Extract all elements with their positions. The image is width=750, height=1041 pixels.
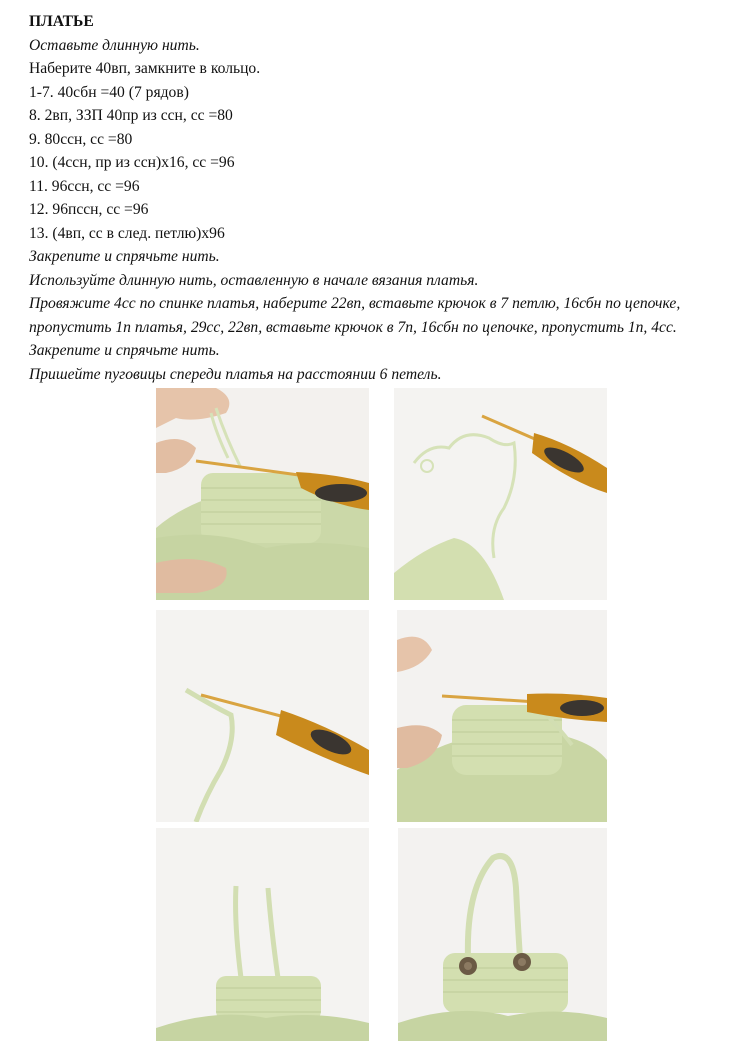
row-instruction: 11. 96ссн, сс =96 bbox=[29, 177, 140, 195]
photo-step-4-hook-on-bodice bbox=[397, 610, 607, 822]
instruction-line: пропустить 1п платья, 29сс, 22вп, вставьте крючок в 7п, 16сбн по цепочке, пропустить 1п, 4сс. bbox=[29, 318, 677, 336]
instruction-line: Пришейте пуговицы спереди платья на расстоянии 6 петель. bbox=[29, 365, 442, 383]
pattern-text bbox=[29, 10, 744, 386]
row-instruction: 13. (4вп, сс в след. петлю)х96 bbox=[29, 224, 225, 242]
row-instruction: 1-7. 40сбн =40 (7 рядов) bbox=[29, 83, 189, 101]
photo-step-5-dress-straps bbox=[156, 828, 369, 1041]
row-instruction: 12. 96пссн, сс =96 bbox=[29, 201, 149, 218]
section-heading: ПЛАТЬЕ bbox=[29, 13, 94, 30]
instruction-line: Провяжите 4сс по спинке платья, наберите 22вп, вставьте крючок в 7 петлю, 16сбн по цепочке, bbox=[29, 295, 681, 312]
photo-step-3-chain-strap bbox=[156, 610, 369, 822]
photo-step-2-yarn-strand bbox=[394, 388, 607, 600]
photo-step-6-buttons-sewn bbox=[398, 828, 607, 1041]
instruction-line: Оставьте длинную нить. bbox=[29, 36, 200, 54]
photo-step-1-hook-at-bodice bbox=[156, 388, 369, 600]
row-instruction: 9. 80ссн, сс =80 bbox=[29, 130, 133, 148]
instruction-line: Закрепите и спрячьте нить. bbox=[29, 248, 220, 265]
instruction-line: Наберите 40вп, замкните в кольцо. bbox=[29, 60, 261, 77]
row-instruction: 8. 2вп, ЗЗП 40пр из ссн, сс =80 bbox=[29, 107, 233, 124]
row-instruction: 10. (4ссн, пр из ссн)х16, сс =96 bbox=[29, 154, 235, 171]
instruction-line: Закрепите и спрячьте нить. bbox=[29, 342, 220, 359]
instruction-line: Используйте длинную нить, оставленную в начале вязания платья. bbox=[29, 271, 479, 289]
